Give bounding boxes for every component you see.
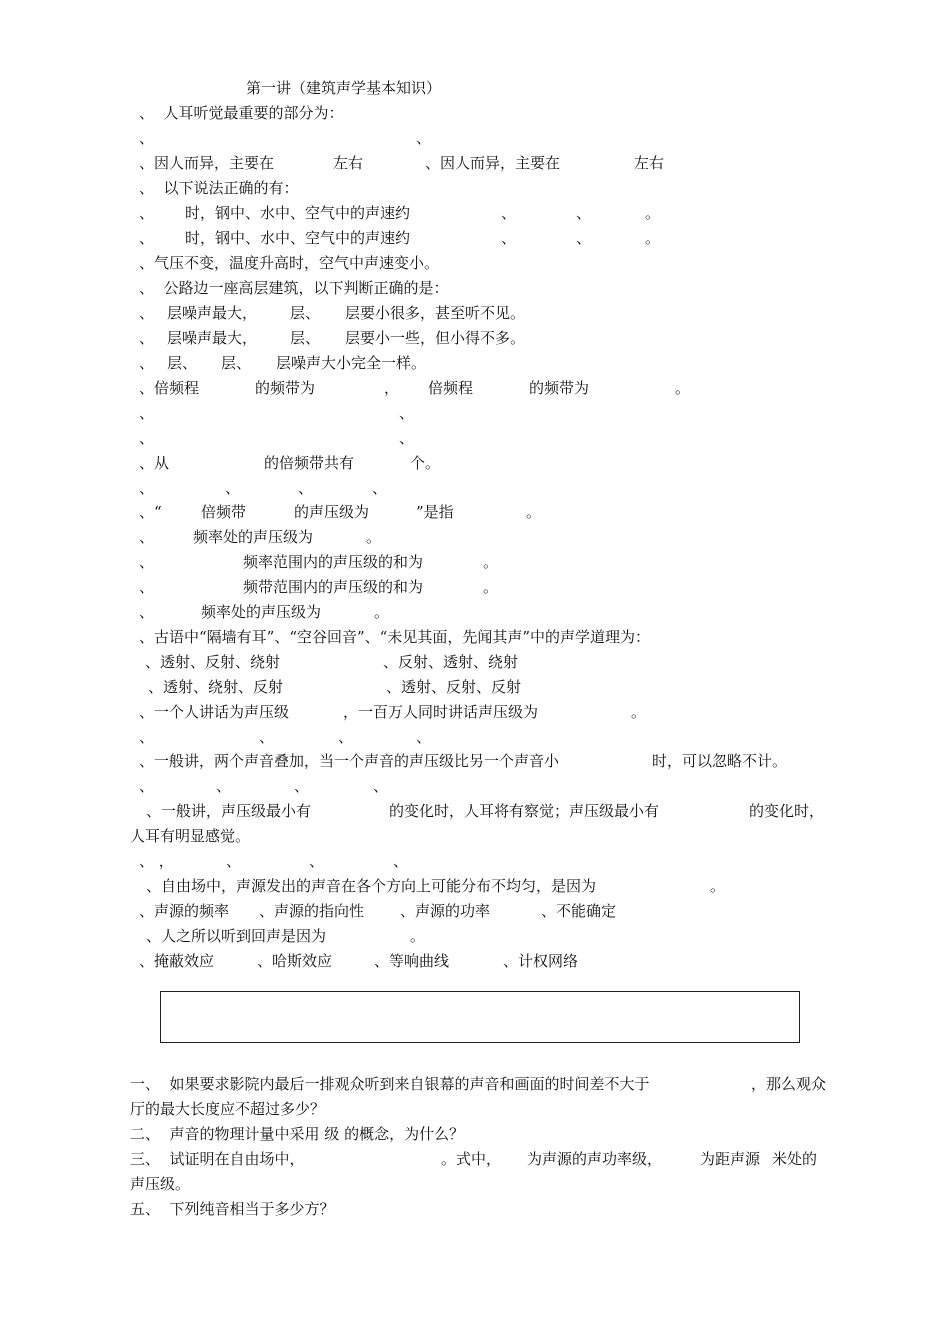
question-text: 时，可以忽略不计。 bbox=[652, 752, 788, 770]
question-text: 。 bbox=[526, 503, 542, 521]
question-text: ，一百万人同时讲话声压级为 bbox=[343, 703, 539, 721]
question-text: 。 bbox=[410, 927, 426, 945]
option-text: 层噪声最大， bbox=[167, 304, 258, 322]
option-text: 、 bbox=[139, 304, 155, 322]
option-text: 层、 bbox=[290, 329, 321, 347]
option-text: 、 bbox=[294, 777, 310, 795]
option-text: 时，钢中、水中、空气中的声速约 bbox=[185, 204, 411, 222]
option-text: 、 bbox=[139, 129, 155, 147]
question-text: 人耳有明显感觉。 bbox=[130, 827, 251, 845]
question-text: 、 以下说法正确的有： bbox=[139, 179, 299, 197]
option-text: 。 bbox=[483, 553, 499, 571]
option-text: 、 bbox=[416, 129, 432, 147]
option-text: 层噪声最大， bbox=[167, 329, 258, 347]
essay-question: ，那么观众 bbox=[751, 1075, 827, 1093]
option-text: 时，钢中、水中、空气中的声速约 bbox=[185, 229, 411, 247]
option-text: 、 bbox=[501, 229, 517, 247]
question-text: 倍频程 bbox=[428, 379, 474, 397]
option-text: 、 bbox=[576, 229, 592, 247]
option-text: 。 bbox=[645, 229, 661, 247]
blank-box bbox=[160, 991, 800, 1043]
option-text: 、 bbox=[139, 728, 155, 746]
question-text: 的频带为 bbox=[255, 379, 316, 397]
option-text: 、 bbox=[139, 229, 155, 247]
essay-question: 。式中， bbox=[441, 1150, 502, 1168]
option-text: 、等响曲线 bbox=[374, 952, 450, 970]
option-text: 层要小很多，甚至听不见。 bbox=[345, 304, 526, 322]
question-text: 个。 bbox=[410, 454, 441, 472]
option-text: 、 bbox=[139, 578, 155, 596]
option-text: 。 bbox=[483, 578, 499, 596]
essay-question: 二、 声音的物理计量中采用 级 的概念，为什么？ bbox=[130, 1125, 465, 1143]
question-text: 倍频带 bbox=[201, 503, 247, 521]
option-text: 、 bbox=[216, 777, 232, 795]
option-text: 、因人而异，主要在 bbox=[425, 154, 561, 172]
option-text: 、 bbox=[139, 204, 155, 222]
question-text: 、古语中“隔墙有耳”、“空谷回音”、“未见其面，先闻其声”中的声学道理为： bbox=[139, 628, 651, 646]
option-text: 、 bbox=[139, 777, 155, 795]
option-text: 。 bbox=[374, 603, 390, 621]
option-text: 、 bbox=[139, 479, 155, 497]
option-text: 、 bbox=[309, 852, 325, 870]
option-text: 、 bbox=[372, 479, 388, 497]
question-text: 、一般讲，声压级最小有 bbox=[146, 802, 312, 820]
option-text: 频带范围内的声压级的和为 bbox=[243, 578, 424, 596]
option-text: 、透射、反射、绕射 bbox=[145, 653, 281, 671]
essay-question: 厅的最大长度应不超过多少？ bbox=[130, 1100, 326, 1118]
option-text: 、声源的指向性 bbox=[259, 902, 365, 920]
option-text: 、气压不变，温度升高时，空气中声速变小。 bbox=[139, 254, 440, 272]
question-text: 、 人耳听觉最重要的部分为： bbox=[139, 104, 344, 122]
option-text: 、 bbox=[139, 603, 155, 621]
essay-question: 为距声源 bbox=[700, 1150, 761, 1168]
question-text: 、一般讲，两个声音叠加，当一个声音的声压级比另一个声音小 bbox=[139, 752, 560, 770]
option-text: 、 ， bbox=[139, 852, 174, 870]
option-text: 、 bbox=[576, 204, 592, 222]
option-text: 、 bbox=[373, 777, 389, 795]
option-text: 、 bbox=[338, 728, 354, 746]
option-text: 、透射、绕射、反射 bbox=[148, 678, 284, 696]
option-text: 、 bbox=[259, 728, 275, 746]
essay-question: 三、 试证明在自由场中， bbox=[130, 1150, 305, 1168]
option-text: 、 bbox=[501, 204, 517, 222]
option-text: 左右 bbox=[333, 154, 364, 172]
option-text: 、因人而异，主要在 bbox=[139, 154, 275, 172]
question-text: 的倍频带共有 bbox=[264, 454, 355, 472]
question-text: 。 bbox=[675, 379, 691, 397]
option-text: 、 bbox=[226, 852, 242, 870]
option-text: 、掩蔽效应 bbox=[139, 952, 215, 970]
question-text: 、从 bbox=[139, 454, 170, 472]
question-text: 、 公路边一座高层建筑，以下判断正确的是： bbox=[139, 279, 449, 297]
option-text: 、 bbox=[139, 354, 155, 372]
question-text: 的频带为 bbox=[529, 379, 590, 397]
question-text: 、倍频程 bbox=[139, 379, 200, 397]
essay-question: 米处的 bbox=[772, 1150, 818, 1168]
option-text: 、 bbox=[298, 479, 314, 497]
page-title: 第一讲（建筑声学基本知识） bbox=[246, 79, 442, 97]
option-text: 、哈斯效应 bbox=[257, 952, 333, 970]
option-text: 、不能确定 bbox=[541, 902, 617, 920]
option-text: 、 bbox=[139, 553, 155, 571]
option-text: 层、 bbox=[167, 354, 198, 372]
option-text: 层噪声大小完全一样。 bbox=[276, 354, 427, 372]
question-text: 、一个人讲话为声压级 bbox=[139, 703, 290, 721]
question-text: 的变化时， bbox=[749, 802, 825, 820]
option-text: 频率处的声压级为 bbox=[201, 603, 322, 621]
option-text: 、声源的功率 bbox=[400, 902, 491, 920]
question-text: 。 bbox=[710, 877, 726, 895]
question-text: 、自由场中，声源发出的声音在各个方向上可能分布不均匀，是因为 bbox=[146, 877, 597, 895]
option-text: 、 bbox=[416, 728, 432, 746]
option-text: 、 bbox=[139, 329, 155, 347]
option-text: 、反射、透射、绕射 bbox=[383, 653, 519, 671]
essay-question: 五、 下列纯音相当于多少方？ bbox=[130, 1200, 335, 1218]
question-text: 、“ bbox=[139, 503, 162, 521]
option-text: 层、 bbox=[290, 304, 321, 322]
essay-question: 为声源的声功率级， bbox=[527, 1150, 663, 1168]
option-text: 、 bbox=[393, 852, 409, 870]
option-text: 、 bbox=[139, 528, 155, 546]
option-text: 、声源的频率 bbox=[139, 902, 230, 920]
option-text: 、 bbox=[225, 479, 241, 497]
option-text: 。 bbox=[366, 528, 382, 546]
option-text: 频率范围内的声压级的和为 bbox=[243, 553, 424, 571]
question-text: 。 bbox=[631, 703, 647, 721]
option-text: 、计权网络 bbox=[503, 952, 579, 970]
option-text: 、 bbox=[139, 429, 155, 447]
option-text: 、 bbox=[399, 404, 415, 422]
essay-question: 一、 如果要求影院内最后一排观众听到来自银幕的声音和画面的时间差不大于 bbox=[130, 1075, 650, 1093]
question-text: 的声压级为 bbox=[294, 503, 370, 521]
question-text: 、人之所以听到回声是因为 bbox=[146, 927, 327, 945]
option-text: 、 bbox=[399, 429, 415, 447]
option-text: 频率处的声压级为 bbox=[193, 528, 314, 546]
question-text: ， bbox=[384, 379, 400, 397]
option-text: 。 bbox=[645, 204, 661, 222]
essay-question: 声压级。 bbox=[130, 1175, 191, 1193]
question-text: 的变化时，人耳将有察觉；声压级最小有 bbox=[389, 802, 660, 820]
option-text: 层要小一些，但小得不多。 bbox=[345, 329, 526, 347]
option-text: 、 bbox=[139, 404, 155, 422]
option-text: 左右 bbox=[634, 154, 665, 172]
question-text: ”是指 bbox=[416, 503, 454, 521]
option-text: 层、 bbox=[221, 354, 252, 372]
option-text: 、透射、反射、反射 bbox=[386, 678, 522, 696]
